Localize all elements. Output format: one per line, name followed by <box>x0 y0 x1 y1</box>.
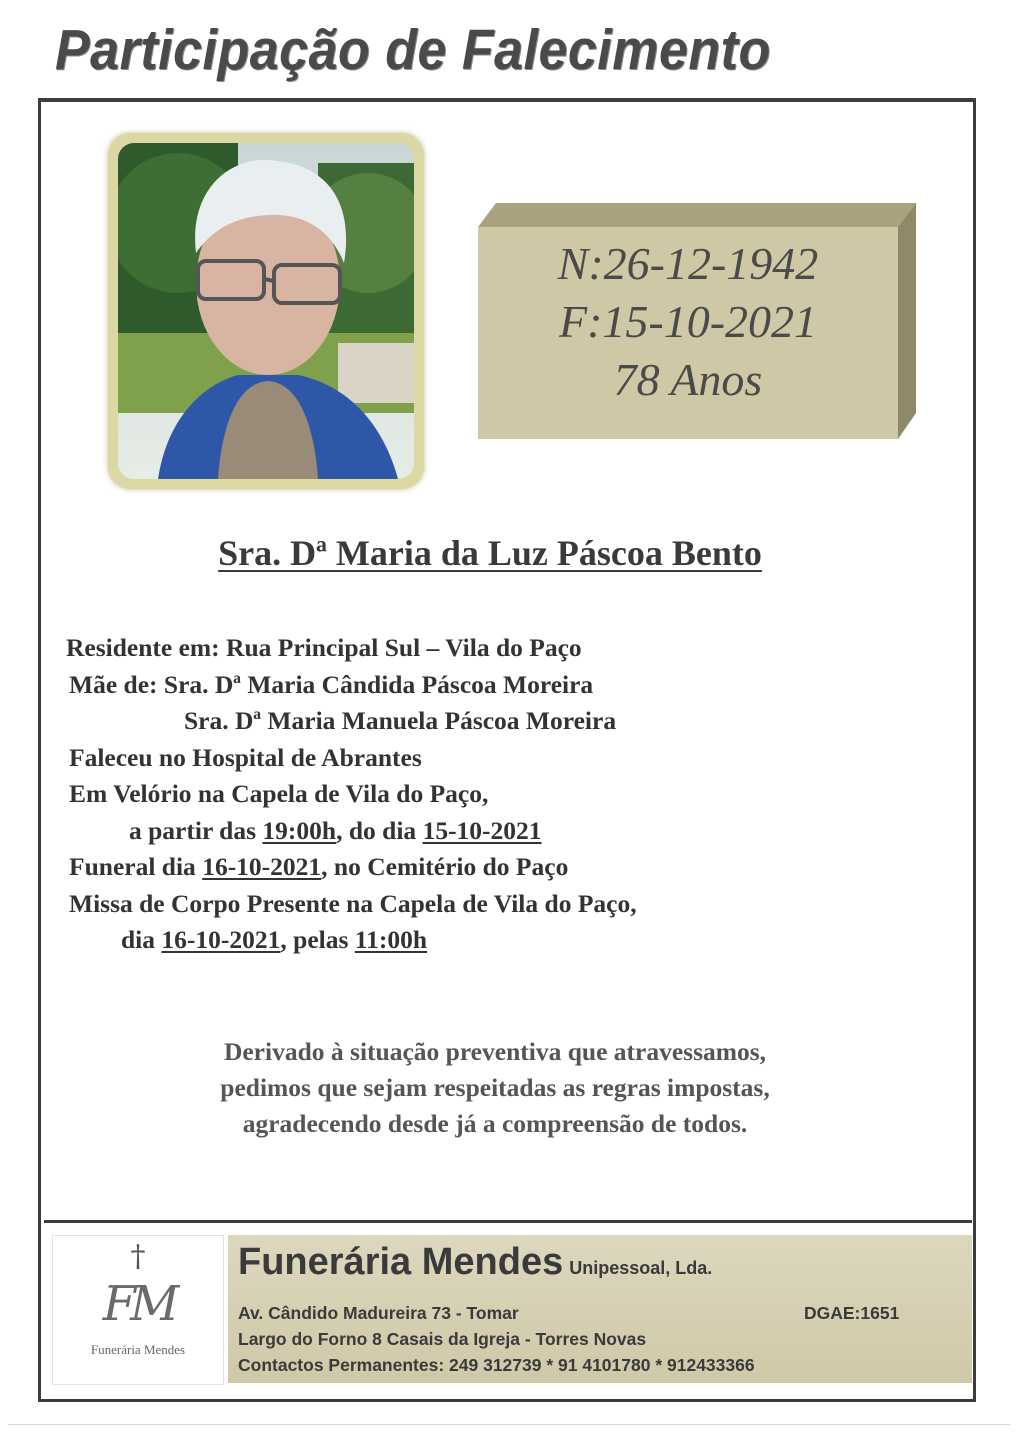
funeral-label: Funeral dia <box>69 852 196 881</box>
wake-mid-label: , do dia <box>336 815 417 845</box>
company-name: Funerária Mendes <box>238 1241 564 1283</box>
mass-date: 16-10-2021 <box>161 925 281 954</box>
mass-time: 11:00h <box>354 925 428 954</box>
child-name-2: Sra. Dª Maria Manuela Páscoa Moreira <box>184 706 617 735</box>
contacts-line: Contactos Permanentes: 249 312739 * 91 4101780 * 912433366 <box>238 1355 755 1375</box>
mother-of-line <box>66 667 637 704</box>
dgae-number: DGAE:1651 <box>804 1303 900 1323</box>
dates-stone-block <box>478 203 916 441</box>
company-suffix: Unipessoal, Lda. <box>569 1258 713 1278</box>
died-at-line: Faleceu no Hospital de Abrantes <box>69 742 422 772</box>
address-torres-novas: Largo do Forno 8 Casais da Igreja - Torres Novas <box>238 1329 647 1349</box>
wake-time-line <box>66 813 637 850</box>
address-tomar: Av. Cândido Madureira 73 - Tomar <box>238 1303 519 1323</box>
company-info-panel <box>228 1235 972 1383</box>
mass-time-line <box>66 922 637 959</box>
deceased-name: Sra. Dª Maria da Luz Páscoa Bento <box>218 533 762 573</box>
wake-time: 19:00h <box>262 815 337 845</box>
logo-caption: Funerária Mendes <box>90 1342 186 1357</box>
mass-line: Missa de Corpo Presente na Capela de Vila do Paço, <box>69 888 637 918</box>
deceased-name-heading <box>0 532 980 574</box>
residence-line: Residente em: Rua Principal Sul – Vila do Paço <box>66 633 582 662</box>
company-name-line <box>238 1241 712 1284</box>
funeral-line <box>66 849 637 886</box>
wake-line: Em Velório na Capela de Vila do Paço, <box>69 779 489 808</box>
mother-of-label: Mãe de: <box>69 669 158 699</box>
funeral-place: , no Cemitério do Paço <box>321 852 569 881</box>
notice-line-2: pedimos que sejam respeitadas as regras impostas, <box>220 1073 770 1102</box>
page-title: Participação de Falecimento <box>55 19 771 82</box>
portrait-photo <box>118 143 414 479</box>
funeral-date: 16-10-2021 <box>202 852 322 881</box>
age: 78 Anos <box>613 354 763 405</box>
notice-line-1: Derivado à situação preventiva que atravessamos, <box>223 1037 767 1066</box>
wake-date: 15-10-2021 <box>422 815 542 845</box>
funeral-details <box>66 630 637 959</box>
cross-icon: † <box>130 1239 146 1274</box>
portrait-photo-frame <box>108 133 424 489</box>
funeral-home-logo <box>52 1235 224 1385</box>
death-date: F:15-10-2021 <box>558 296 818 347</box>
funeral-home-footer <box>44 1220 972 1388</box>
mass-day-label: dia <box>121 925 156 954</box>
wake-from-label: a partir das <box>129 815 257 845</box>
notice-line-3: agradecendo desde já a compreensão de todos. <box>242 1109 748 1138</box>
covid-notice <box>0 1034 990 1142</box>
mass-mid-label: , pelas <box>280 925 349 954</box>
logo-monogram: FM <box>102 1276 174 1332</box>
child-name-1: Sra. Dª Maria Cândida Páscoa Moreira <box>163 669 594 699</box>
bottom-divider <box>8 1424 1010 1425</box>
birth-date: N:26-12-1942 <box>557 238 819 289</box>
